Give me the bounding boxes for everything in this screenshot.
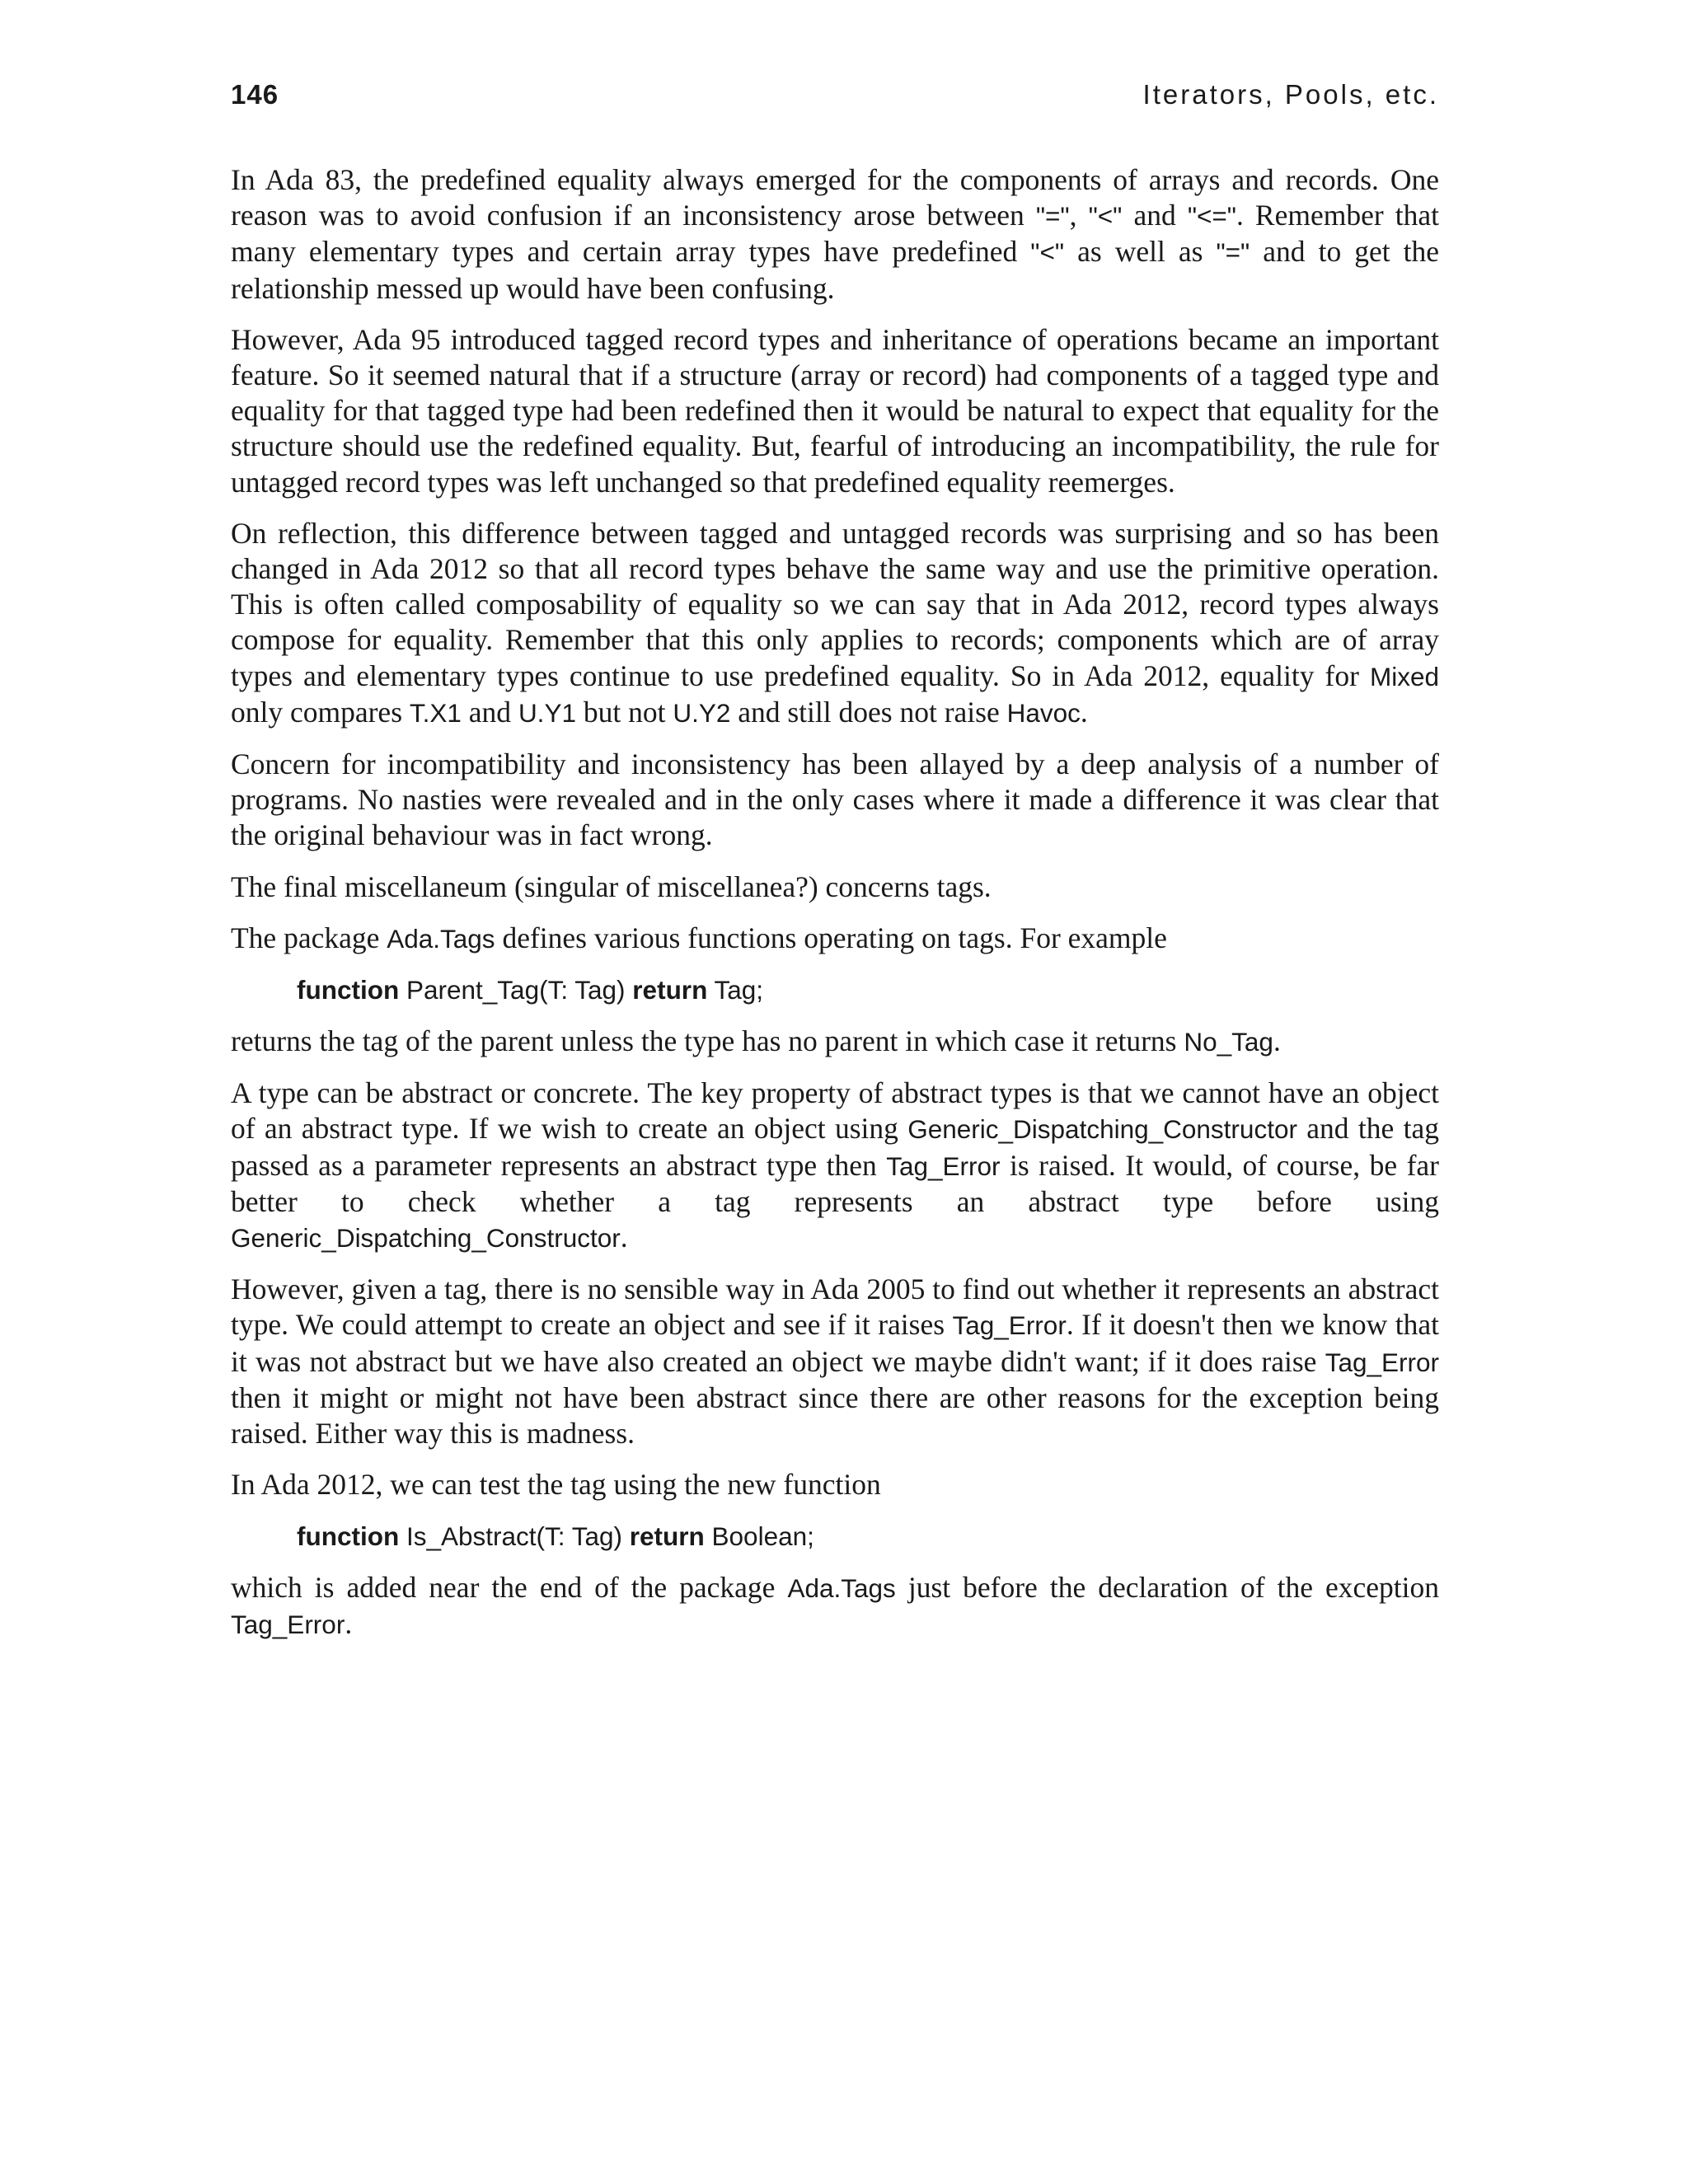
- page-header: [231, 79, 1439, 110]
- paragraph-7: returns the tag of the parent unless the type has no parent in which case it returns No_Tag.: [231, 1024, 1281, 1058]
- paragraph-11: which is added near the end of the package Ada.Tags just before the declaration of the exception Tag_Error.: [231, 1570, 1439, 1640]
- code-is-abstract: function Is_Abstract(T: Tag) return Boolean;: [297, 1521, 814, 1551]
- paragraph-1: In Ada 83, the predefined equality always emerged for the components of arrays and records. One reason was to avoid confusion if an inconsistency arose between "=", "<" and "<=". Remember that many elementary types and certain array types have predefined "<" as well as "=" and to get the relationship messed up would have been confusing.: [231, 163, 1440, 305]
- paragraph-9: However, given a tag, there is no sensible way in Ada 2005 to find out whether it represents an abstract type. We could attempt to create an object and see if it raises Tag_Error. If it doesn't then we know that it was not abstract but we have also created an object we maybe didn't want; if it does raise Tag_Error then it might or might not have been abstract since there are other reasons for the exception being raised. Either way this is madness.: [231, 1272, 1439, 1451]
- paragraph-8: A type can be abstract or concrete. The key property of abstract types is that we cannot have an object of an abstract type. If we wish to create an object using Generic_Dispatching_Constructor and the tag passed as a parameter represents an abstract type then Tag_Error is raised. It would, of course, be far better to check whether a tag represents an abstract type before using Generic_Dispatching_Constructor.: [231, 1076, 1439, 1254]
- paragraph-5: The final miscellaneum (singular of miscellanea?) concerns tags.: [231, 869, 992, 903]
- paragraph-3: On reflection, this difference between tagged and untagged records was surprising and so has been changed in Ada 2012 so that all record types behave the same way and use the primitive operation. This is often called composability of equality so we can say that in Ada 2012, record types always compose for equality. Remember that this only applies to records; components which are of array types and elementary types continue to use predefined equality. So in Ada 2012, equality for Mixed only compares T.X1 and U.Y1 but not U.Y2 and still does not raise Havoc.: [231, 516, 1439, 729]
- paragraph-4: Concern for incompatibility and inconsistency has been allayed by a deep analysis of a number of programs. No nasties were revealed and in the only cases where it made a difference it was clear that the original behaviour was in fact wrong.: [231, 748, 1439, 852]
- body-text: [231, 162, 1439, 1658]
- paragraph-6: The package Ada.Tags defines various functions operating on tags. For example: [231, 921, 1167, 954]
- page-number: 146: [231, 79, 279, 110]
- paragraph-10: In Ada 2012, we can test the tag using the new function: [231, 1468, 881, 1502]
- running-head: Iterators, Pools, etc.: [1142, 79, 1439, 110]
- paragraph-2: However, Ada 95 introduced tagged record types and inheritance of operations became an important feature. So it seemed natural that if a structure (array or record) had components of a tagged type and equality for that tagged type had been redefined then it would be natural to expect that equality for the structure should use the redefined equality. But, fearful of introducing an incompatibility, the rule for untagged record types was left unchanged so that predefined equality reemerges.: [231, 322, 1439, 499]
- code-parent-tag: function Parent_Tag(T: Tag) return Tag;: [297, 975, 764, 1005]
